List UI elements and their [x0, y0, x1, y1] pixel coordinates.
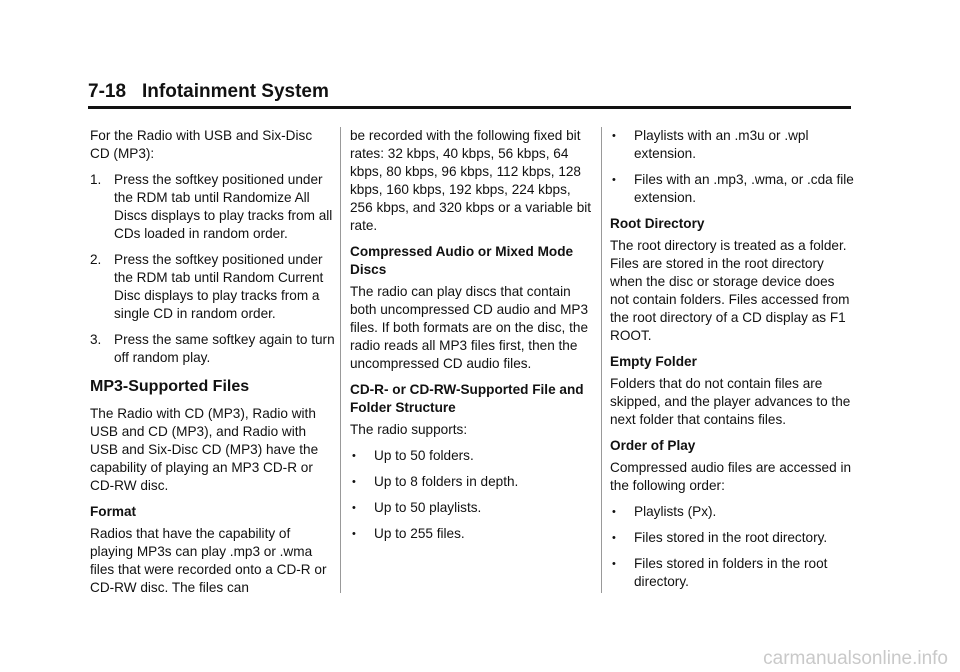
bullet-text: Playlists (Px).: [634, 504, 717, 519]
column-divider: [601, 127, 602, 593]
step-number: 3.: [90, 332, 102, 347]
step-number: 1.: [90, 172, 102, 187]
section-heading: MP3-Supported Files: [90, 378, 250, 395]
bullet-item: [350, 473, 595, 491]
paragraph: The radio supports:: [350, 422, 468, 437]
bullet-icon: •: [612, 174, 616, 186]
bullet-text: Up to 50 playlists.: [374, 500, 482, 515]
bullet-icon: •: [352, 476, 356, 488]
numbered-step: [90, 171, 335, 243]
step-text: Press the softkey positioned under the RDM tab until Randomize All Discs displays to play tracks from all CDs loaded in random order.: [114, 172, 333, 241]
bullet-icon: •: [612, 558, 616, 570]
paragraph: Radios that have the capability of playing MP3s can play .mp3 or .wma files that were recorded onto a CD-R or CD-RW disc. The files can: [90, 526, 327, 595]
page-title: [88, 80, 851, 104]
numbered-step: [90, 251, 335, 323]
subheading: Format: [90, 504, 137, 519]
bullet-item: [610, 127, 855, 163]
subheading: Order of Play: [610, 438, 696, 453]
bullet-text: Up to 255 files.: [374, 526, 465, 541]
bullet-item: [610, 555, 855, 591]
numbered-step: [90, 331, 335, 367]
subheading: Compressed Audio or Mixed Mode Discs: [350, 244, 574, 277]
bullet-item: [610, 503, 855, 521]
bullet-text: Up to 8 folders in depth.: [374, 474, 519, 489]
column-divider: [340, 127, 341, 593]
bullet-item: [610, 529, 855, 547]
bullet-text: Files stored in folders in the root directory.: [634, 556, 828, 589]
page-header: [88, 80, 851, 109]
section-number: 7-18: [88, 81, 127, 102]
subheading: Empty Folder: [610, 354, 697, 369]
bullet-text: Up to 50 folders.: [374, 448, 474, 463]
bullet-icon: •: [352, 450, 356, 462]
paragraph: The root directory is treated as a folder. Files are stored in the root directory when the disc or storage device does not contain folders. Files accessed from the root directory of a CD display as F1 ROOT.: [610, 238, 850, 343]
step-text: Press the same softkey again to turn off random play.: [114, 332, 335, 365]
paragraph: Compressed audio files are accessed in the following order:: [610, 460, 852, 493]
bullet-icon: •: [612, 506, 616, 518]
bullet-icon: •: [352, 528, 356, 540]
bullet-item: [350, 525, 595, 543]
step-number: 2.: [90, 252, 102, 267]
bullet-icon: •: [612, 532, 616, 544]
column-2: [350, 127, 595, 551]
subheading: Root Directory: [610, 216, 705, 231]
bullet-item: [350, 499, 595, 517]
bullet-icon: •: [352, 502, 356, 514]
bullet-item: [610, 171, 855, 207]
paragraph: be recorded with the following fixed bit rates: 32 kbps, 40 kbps, 56 kbps, 64 kbps, 80 kbps, 96 kbps, 112 kbps, 128 kbps, 160 kbps, 192 kbps, 224 kbps, 256 kbps, and 320 kbps or a variable bit rate.: [350, 128, 592, 233]
step-text: Press the softkey positioned under the RDM tab until Random Current Disc displays to play tracks from a single CD in random order.: [114, 252, 324, 321]
bullet-text: Playlists with an .m3u or .wpl extension.: [634, 128, 809, 161]
chapter-title: Infotainment System: [142, 81, 329, 102]
bullet-text: Files stored in the root directory.: [634, 530, 828, 545]
paragraph: Folders that do not contain files are skipped, and the player advances to the next folder that contains files.: [610, 376, 851, 427]
column-3: [610, 127, 855, 599]
paragraph: The radio can play discs that contain both uncompressed CD audio and MP3 files. If both formats are on the disc, the radio reads all MP3 files first, then the uncompressed CD audio files.: [350, 284, 589, 371]
subheading: CD-R- or CD-RW-Supported File and Folder Structure: [350, 382, 584, 415]
paragraph: The Radio with CD (MP3), Radio with USB and CD (MP3), and Radio with USB and Six-Disc CD (MP3) have the capability of playing an MP3 CD-R or CD-RW disc.: [90, 406, 319, 493]
intro-text: For the Radio with USB and Six-Disc CD (MP3):: [90, 128, 313, 161]
watermark: carmanualsonline.info: [763, 648, 948, 669]
bullet-text: Files with an .mp3, .wma, or .cda file extension.: [634, 172, 854, 205]
bullet-item: [350, 447, 595, 465]
bullet-icon: •: [612, 130, 616, 142]
column-1: [90, 127, 335, 605]
